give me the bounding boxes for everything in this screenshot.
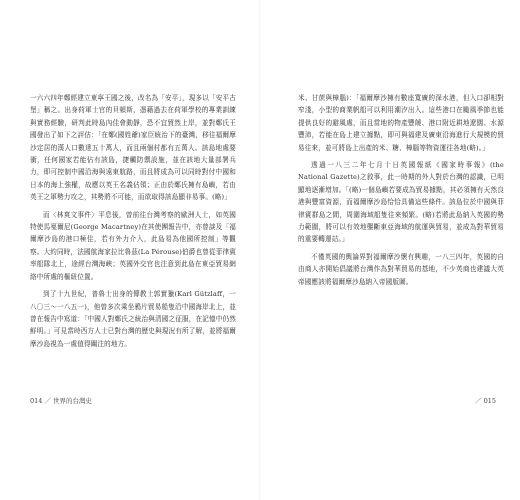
right-text-column [298, 92, 504, 293]
right-folio: ／ 015 [475, 397, 496, 405]
left-paragraph-2: 而〈林爽文事件〉平息後，曾前往台灣考察的歐洲人士，如英國特使馬戛爾尼(George Macartney)在其使團報告中，亦曾談及「福爾摩沙島的港口極佳，若有外力介入，此島易為他國所控制」等觀察。大約同時，法國航海家拉比魯茲(La Pérouse)伯爵也曾從菲律賓率船隊北上，途經台灣海峽；英國外交官也注意到此島在東亞貿易網絡中所處的樞紐位置。 [30, 210, 236, 281]
left-folio: 014 ／ 世界的台灣史 [30, 397, 93, 405]
right-paragraph-1: 米、甘蔗與樟腦)：「福爾摩沙擁有數座寬廣的深水港，但入口卻相對窄淺，小型的商業帆船可以利用潮汐出入。這些港口在颱風季節也能提供良好的避風處，而且當地的物產豐饒、港口附近耕地遼闊、水源豐沛，若能在島上建立據點，即可與福建及廣東沿海進行大規模的貿易往來，並可將島上出產的米、糖、樟腦等物資運往各地(略)。」 [298, 94, 504, 152]
left-paragraph-3: 到了十九世紀，普魯士出身的傳教士郭實獵(Karl Gützlaff，一八〇三〜一八五一)，他曾多次乘坐鴉片貿易船隻沿中國海岸北上，並曾在報告中寫道：「中國人對鄭氏之統治與清國之征服，在記憶中仍然鮮明。」可見當時西方人士已對台灣的歷史與現況有所了解，並將福爾摩沙島視為一處值得關注的地方。 [30, 290, 236, 348]
right-paragraph-2: 透過一八三二年七月十日英國報紙《國家時事報》(the National Gazette)之敘事，此一時期的外人對於台灣的認識，已明顯地逐漸增加。「(略)一個島嶼若要成為貿易據點，其必須擁有天然良港與豐富資源，而福爾摩沙島恰恰具備這些條件。該島位於中國與菲律賓群島之間，周圍海域船隻往來頻繁。(略)若將此島納入英國的勢力範圍，將可以有效地壟斷東亞海域的航運與貿易，並成為對華貿易的重要轉運站。」 [298, 161, 504, 244]
left-text-column [30, 92, 236, 355]
right-page [260, 0, 520, 500]
right-paragraph-3: 不僅英國的輿論界對福爾摩沙懷有興趣，一八三四年，英國的自由商人亦開始倡議將台灣作為對華貿易的基地，不少英商也建議大英帝國應該將福爾摩沙島納入帝國版圖。 [298, 252, 504, 286]
left-paragraph-1: 一六六四年鄭經建立東寧王國之後，改名為「安平」，現多以「安平古堡」稱之。出身荷軍士官的貝頓斯，憑藉過去在荷軍學校的專業訓練與實務經驗，研判此時島內佳會動靜，恐不宜貿然上岸，並對鄭氏王國發出了如下之評估：「在鄭(國姓爺)家臣統治下的臺灣，移往福爾摩沙定居的漢人口數達五十萬人，而且兩個村都有五萬人。該島地處要衝，任何國家若能佔有該島，捷觸防禦設施，並在該地大量部署兵力，即可控制中國沿海與遠東航路，而且將成為可以同時對付中國和日本的海上強權，故應以英王名義佔領；正由於鄭氏擁有島嶼，若由英王之軍勢力攻之，其勢將不可能，而欲取得該島顯非易事。(略)」 [30, 94, 236, 202]
